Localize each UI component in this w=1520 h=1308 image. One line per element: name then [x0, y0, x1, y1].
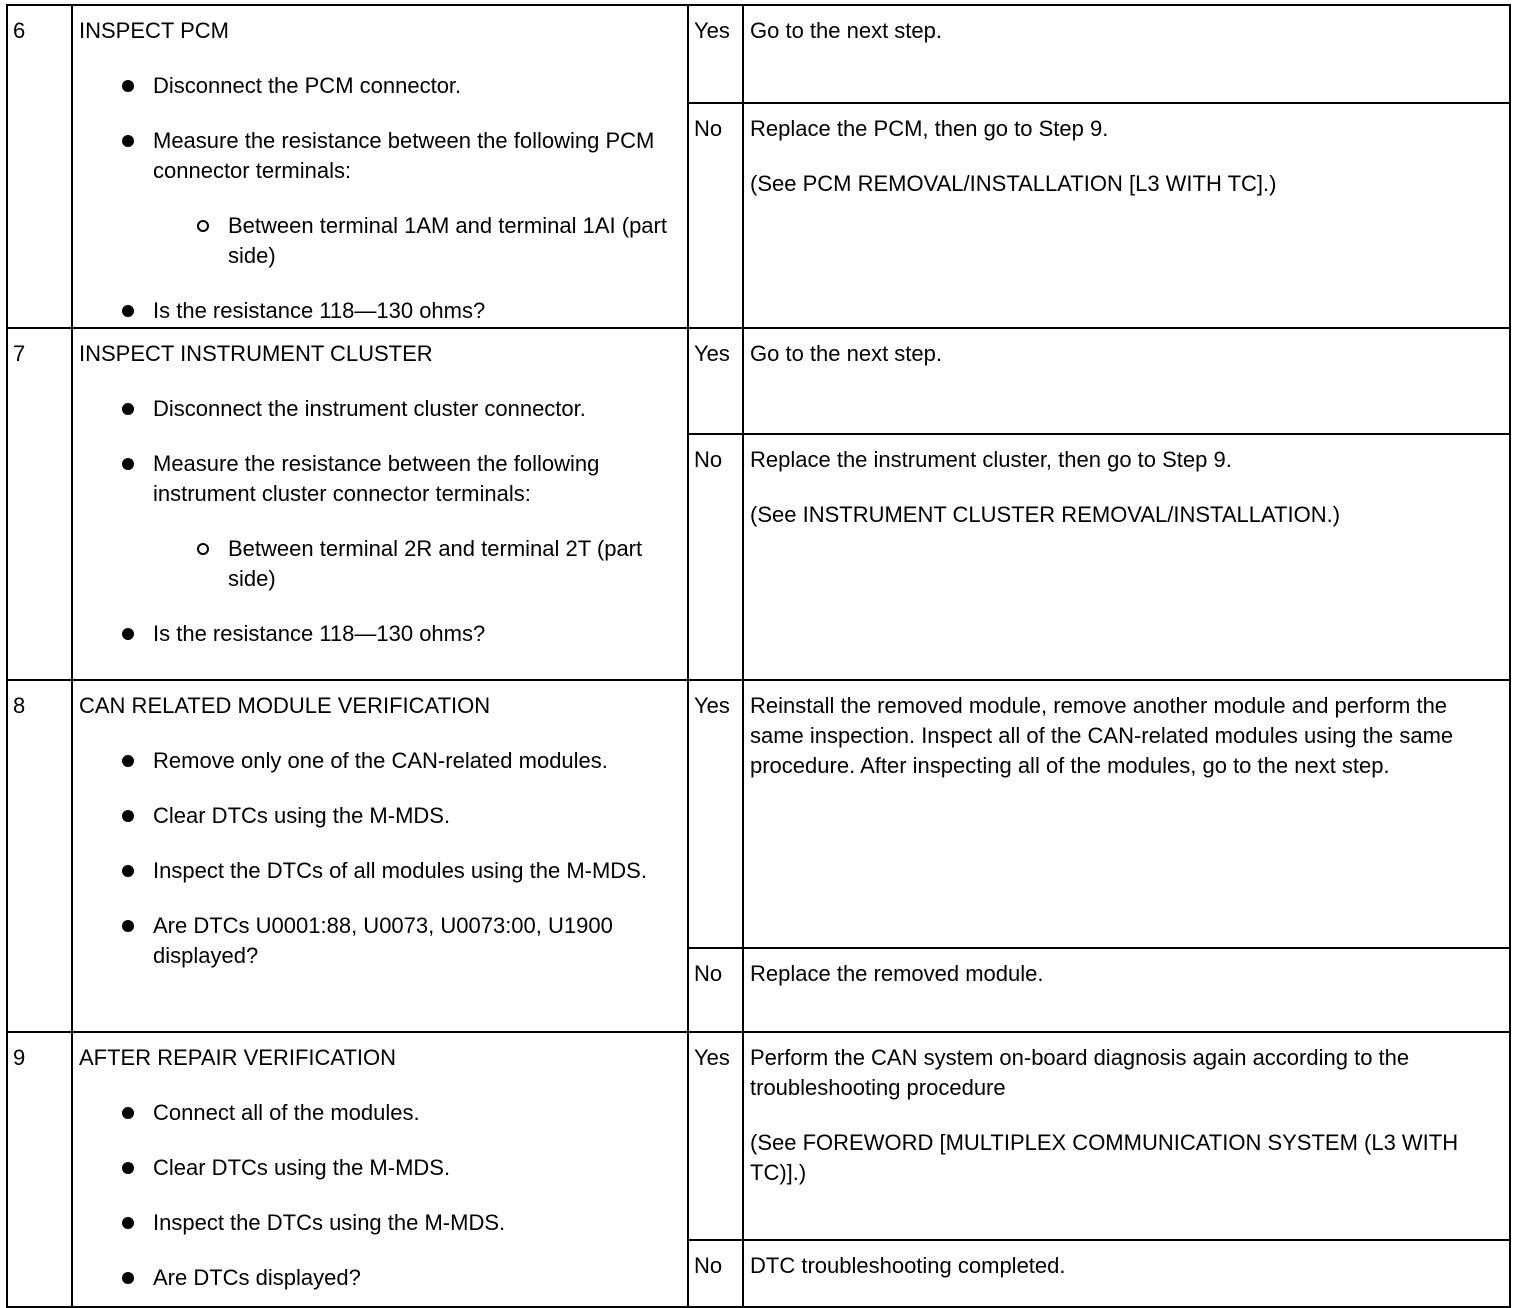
step-number: 7 [7, 328, 72, 680]
diagnostic-procedure-table [6, 4, 1511, 1308]
bullet-text: Is the resistance 118—130 ohms? [153, 621, 486, 646]
bullet-item [79, 856, 681, 886]
no-action [743, 948, 1510, 1032]
step-inspection [72, 1032, 688, 1307]
bullet-icon [122, 80, 134, 92]
yes-label: Yes [688, 328, 743, 434]
bullet-item [79, 71, 681, 101]
bullet-item [79, 746, 681, 776]
bullet-item [79, 1098, 681, 1128]
sub-bullet-list [153, 211, 681, 271]
step-inspection [72, 328, 688, 680]
bullet-text: Remove only one of the CAN-related modules. [153, 748, 608, 773]
bullet-text: Disconnect the instrument cluster connector. [153, 396, 586, 421]
no-label: No [688, 103, 743, 328]
bullet-icon [122, 628, 134, 640]
bullet-item [79, 911, 681, 971]
bullet-text: Is the resistance 118—130 ohms? [153, 298, 486, 323]
bullet-item [79, 801, 681, 831]
no-action [743, 1240, 1510, 1307]
step-number: 9 [7, 1032, 72, 1307]
step-inspection [72, 5, 688, 328]
bullet-list [79, 746, 681, 971]
bullet-item [79, 1208, 681, 1238]
sub-bullet-item [153, 211, 681, 271]
step-row-7 [7, 328, 1510, 434]
step-title: INSPECT INSTRUMENT CLUSTER [79, 341, 433, 366]
yes-label: Yes [688, 1032, 743, 1240]
bullet-item [79, 619, 681, 649]
bullet-item [79, 1263, 681, 1293]
bullet-icon [122, 135, 134, 147]
bullet-item [79, 296, 681, 326]
action-text: Replace the instrument cluster, then go to Step 9. [750, 447, 1232, 472]
step-row-6 [7, 5, 1510, 103]
bullet-icon [122, 1217, 134, 1229]
no-label: No [688, 1240, 743, 1307]
bullet-item [79, 1153, 681, 1183]
bullet-icon [122, 305, 134, 317]
no-action [743, 103, 1510, 328]
bullet-text: Are DTCs displayed? [153, 1265, 361, 1290]
action-reference: (See INSTRUMENT CLUSTER REMOVAL/INSTALLATION.) [750, 502, 1341, 527]
bullet-icon [122, 1162, 134, 1174]
bullet-text: Inspect the DTCs of all modules using the M-MDS. [153, 858, 647, 883]
bullet-item [79, 394, 681, 424]
bullet-list [79, 71, 681, 326]
action-reference: (See FOREWORD [MULTIPLEX COMMUNICATION SYSTEM (L3 WITH TC)].) [750, 1130, 1459, 1185]
bullet-icon [122, 1107, 134, 1119]
bullet-item [79, 449, 681, 594]
sub-bullet-text: Between terminal 2R and terminal 2T (part side) [228, 536, 643, 591]
circle-bullet-icon [197, 220, 209, 232]
bullet-icon [122, 458, 134, 470]
yes-action [743, 680, 1510, 948]
bullet-icon [122, 920, 134, 932]
no-label: No [688, 948, 743, 1032]
bullet-list [79, 1098, 681, 1293]
action-text: Reinstall the removed module, remove another module and perform the same inspection. Inspect all of the CAN-related modules using the same procedure. After inspecting all of the modules, go to the next step. [750, 693, 1454, 778]
action-reference: (See PCM REMOVAL/INSTALLATION [L3 WITH TC].) [750, 171, 1277, 196]
step-title: INSPECT PCM [79, 18, 229, 43]
bullet-text: Are DTCs U0001:88, U0073, U0073:00, U1900 displayed? [153, 913, 613, 968]
bullet-text: Clear DTCs using the M-MDS. [153, 803, 451, 828]
sub-bullet-item [153, 534, 681, 594]
action-text: Replace the PCM, then go to Step 9. [750, 116, 1109, 141]
yes-action [743, 5, 1510, 103]
step-number: 8 [7, 680, 72, 1032]
bullet-icon [122, 1272, 134, 1284]
bullet-icon [122, 865, 134, 877]
bullet-text: Clear DTCs using the M-MDS. [153, 1155, 451, 1180]
sub-bullet-text: Between terminal 1AM and terminal 1AI (part side) [228, 213, 667, 268]
action-text: DTC troubleshooting completed. [750, 1253, 1066, 1278]
step-row-9 [7, 1032, 1510, 1240]
sub-bullet-list [153, 534, 681, 594]
bullet-list [79, 394, 681, 649]
yes-label: Yes [688, 680, 743, 948]
bullet-icon [122, 755, 134, 767]
yes-label: Yes [688, 5, 743, 103]
bullet-text: Measure the resistance between the following instrument cluster connector terminals: [153, 451, 600, 506]
circle-bullet-icon [197, 543, 209, 555]
bullet-icon [122, 810, 134, 822]
no-action [743, 434, 1510, 680]
yes-action [743, 328, 1510, 434]
action-text: Go to the next step. [750, 341, 943, 366]
bullet-text: Measure the resistance between the following PCM connector terminals: [153, 128, 655, 183]
action-text: Go to the next step. [750, 18, 943, 43]
step-inspection [72, 680, 688, 1032]
bullet-icon [122, 403, 134, 415]
step-number: 6 [7, 5, 72, 328]
bullet-text: Connect all of the modules. [153, 1100, 420, 1125]
bullet-text: Disconnect the PCM connector. [153, 73, 462, 98]
bullet-text: Inspect the DTCs using the M-MDS. [153, 1210, 506, 1235]
bullet-item [79, 126, 681, 271]
no-label: No [688, 434, 743, 680]
action-text: Replace the removed module. [750, 961, 1044, 986]
yes-action [743, 1032, 1510, 1240]
step-title: AFTER REPAIR VERIFICATION [79, 1045, 396, 1070]
action-text: Perform the CAN system on-board diagnosis again according to the troubleshooting procedure [750, 1045, 1410, 1100]
step-row-8 [7, 680, 1510, 948]
step-title: CAN RELATED MODULE VERIFICATION [79, 693, 491, 718]
